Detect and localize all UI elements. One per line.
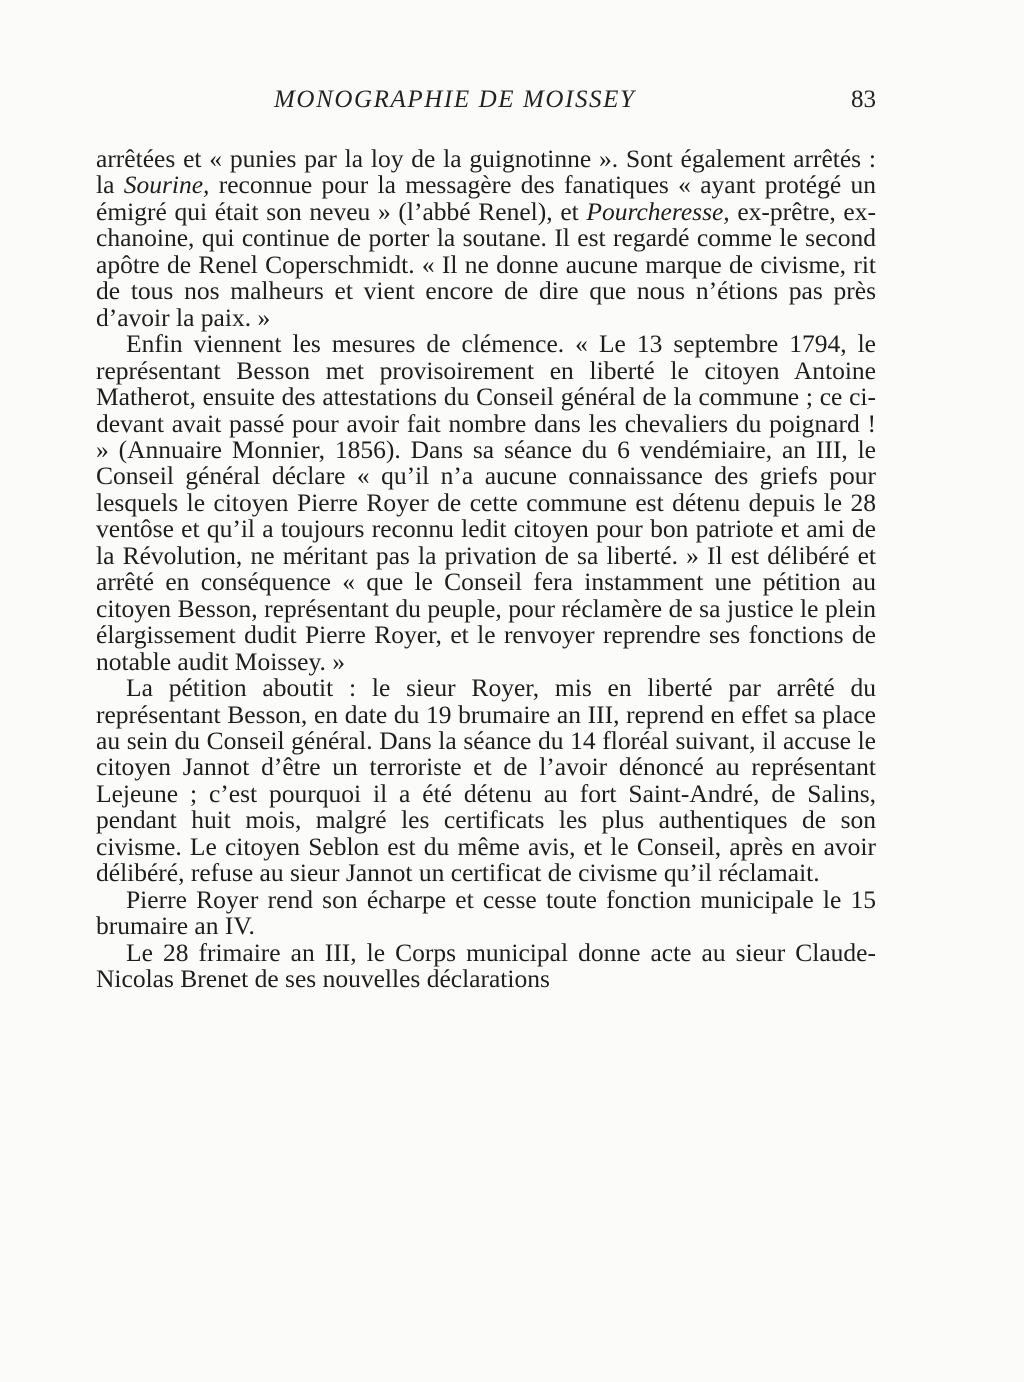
text-segment: Enfin viennent les mesures de clémence. « Le 13 septembre 1794, le représentant Besson met provisoirement en liberté le citoyen Antoine Matherot, ensuite des attestations du Conseil général de la commune ; ce ci-devant avait passé pour avoir fait nombre dans les chevaliers du poignard ! » (Annuaire Monnier, 1856). Dans sa séance du 6 vendémiaire, an III, le Conseil général déclare « qu’il n’a aucune connaissance des griefs pour lesquels le citoyen Pierre Royer de cette commune est détenu depuis le 28 ventôse et qu’il a toujours reconnu ledit citoyen pour bon patriote et ami de la Révolution, ne méritant pas la privation de sa liberté. » Il est délibéré et arrêté en conséquence « que le Conseil fera instamment une pétition au citoyen Besson, représentant du peuple, pour réclamère de sa justice le plein élargissement dudit Pierre Royer, et le renvoyer reprendre ses fonctions de notable audit Moissey. » (96, 329, 876, 676)
page-number: 83 (851, 86, 876, 113)
paragraph-5 (96, 937, 876, 994)
italic-name-sourine: Sourine, (123, 170, 210, 200)
text-segment: La pétition aboutit : le sieur Royer, mis en liberté par arrêté du représentant Besson, en date du 19 brumaire an III, reprend en effet sa place au sein du Conseil général. Dans la séance du 14 floréal suivant, il accuse le citoyen Jannot d’être un terroriste et de l’avoir dénoncé au représentant Lejeune ; c’est pourquoi il a été détenu au fort Saint-André, de Salins, pendant huit mois, malgré les certificats les plus authentiques de son civisme. Le citoyen Seblon est du même avis, et le Conseil, après en avoir délibéré, refuse au sieur Jannot un certificat de civisme qu’il réclamait. (96, 673, 876, 888)
paragraph-4 (96, 884, 876, 941)
text-segment: ex-prêtre, ex-chanoine, qui continue de porter la soutane. Il est regardé comme le second apôtre de Renel Coperschmidt. « Il ne donne aucune marque de civisme, rit de tous nos malheurs et vient encore de dire que nous n’étions pas près d’avoir la paix. » (96, 196, 876, 332)
body-text (96, 146, 876, 993)
text-segment: Pierre Royer rend son écharpe et cesse toute fonction municipale le 15 brumaire an IV. (96, 884, 876, 941)
text-segment: reconnue pour la messagère des fanatiques « ayant protégé un émigré qui était son neveu » (l’abbé Renel), et (96, 170, 876, 226)
paragraph-2 (96, 331, 876, 675)
text-segment: arrêtées et « punies par la loy de la guignotinne ». Sont également arrêtés : la (96, 144, 876, 200)
paragraph-3 (96, 675, 876, 887)
running-title: MONOGRAPHIE DE MOISSEY (274, 86, 636, 113)
running-header (96, 86, 876, 116)
text-segment: Le 28 frimaire an III, le Corps municipal donne acte au sieur Claude-Nicolas Brenet de ses nouvelles déclarations (96, 937, 876, 994)
paragraph-1 (96, 146, 876, 331)
italic-name-pourcheresse: Pourcheresse, (586, 196, 730, 226)
